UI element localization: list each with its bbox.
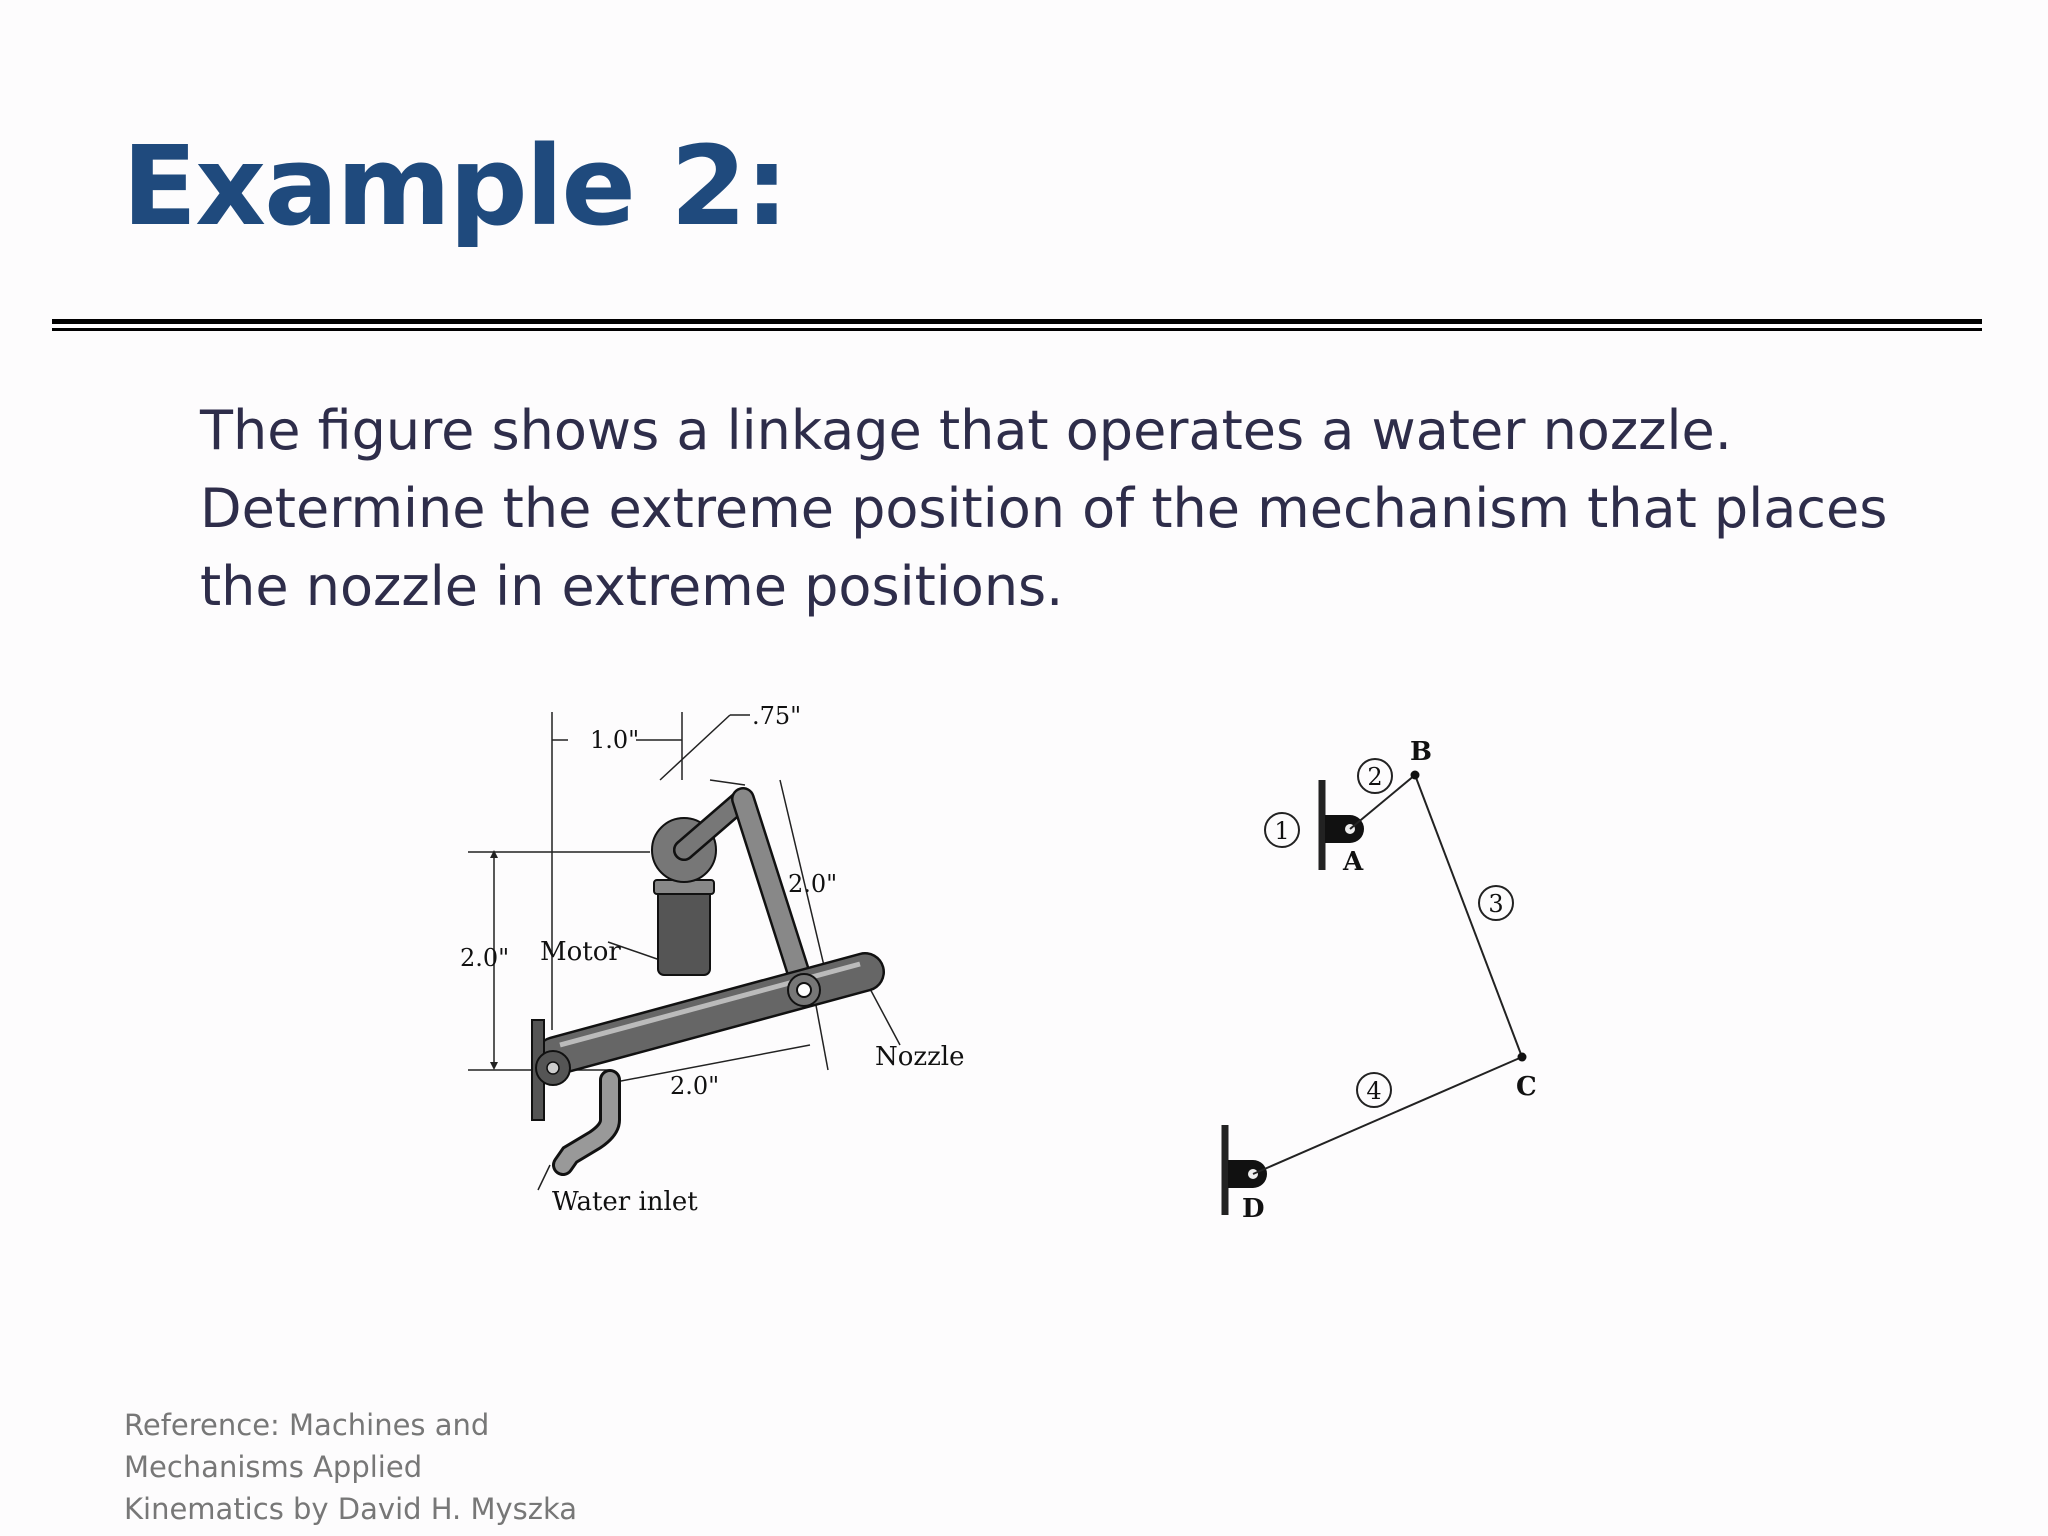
point-b-label: B — [1410, 737, 1432, 767]
water-inlet-label: Water inlet — [552, 1187, 698, 1217]
dim-bottom: 2.0" — [670, 1072, 720, 1100]
reference-citation: Reference: Machines and Mechanisms Applied Kinematics by David H. Myszka — [124, 1408, 578, 1526]
dim-height: 2.0" — [460, 944, 510, 972]
kinematic-diagram — [1200, 720, 1600, 1240]
link-1-label: 1 — [1274, 817, 1290, 845]
point-d-label: D — [1242, 1194, 1265, 1224]
nozzle-label: Nozzle — [875, 1042, 965, 1072]
nozzle-linkage-illustration — [460, 700, 980, 1240]
title-divider-bottom — [52, 328, 1982, 331]
dim-top-left: 1.0" — [590, 726, 640, 754]
motor-body — [658, 885, 710, 975]
ground-pivot-a — [1325, 815, 1364, 843]
motor-label: Motor — [540, 937, 621, 967]
link-4-label: 4 — [1366, 1077, 1382, 1105]
ground-pivot-d — [1228, 1160, 1267, 1188]
dim-link: 2.0" — [788, 870, 838, 898]
slide-title: Example 2: — [122, 122, 787, 250]
point-c-label: C — [1516, 1072, 1537, 1102]
point-a-label: A — [1343, 847, 1364, 877]
link-4-rocker — [1253, 1057, 1522, 1174]
link-3-label: 3 — [1488, 890, 1504, 918]
link-2-label: 2 — [1367, 763, 1383, 791]
title-divider-top — [52, 319, 1982, 324]
dim-top-right: .75" — [752, 702, 802, 730]
problem-statement: The figure shows a linkage that operates a water nozzle. Determine the extreme position of the mechanism that places the nozzle in extreme positions. — [200, 399, 1888, 618]
